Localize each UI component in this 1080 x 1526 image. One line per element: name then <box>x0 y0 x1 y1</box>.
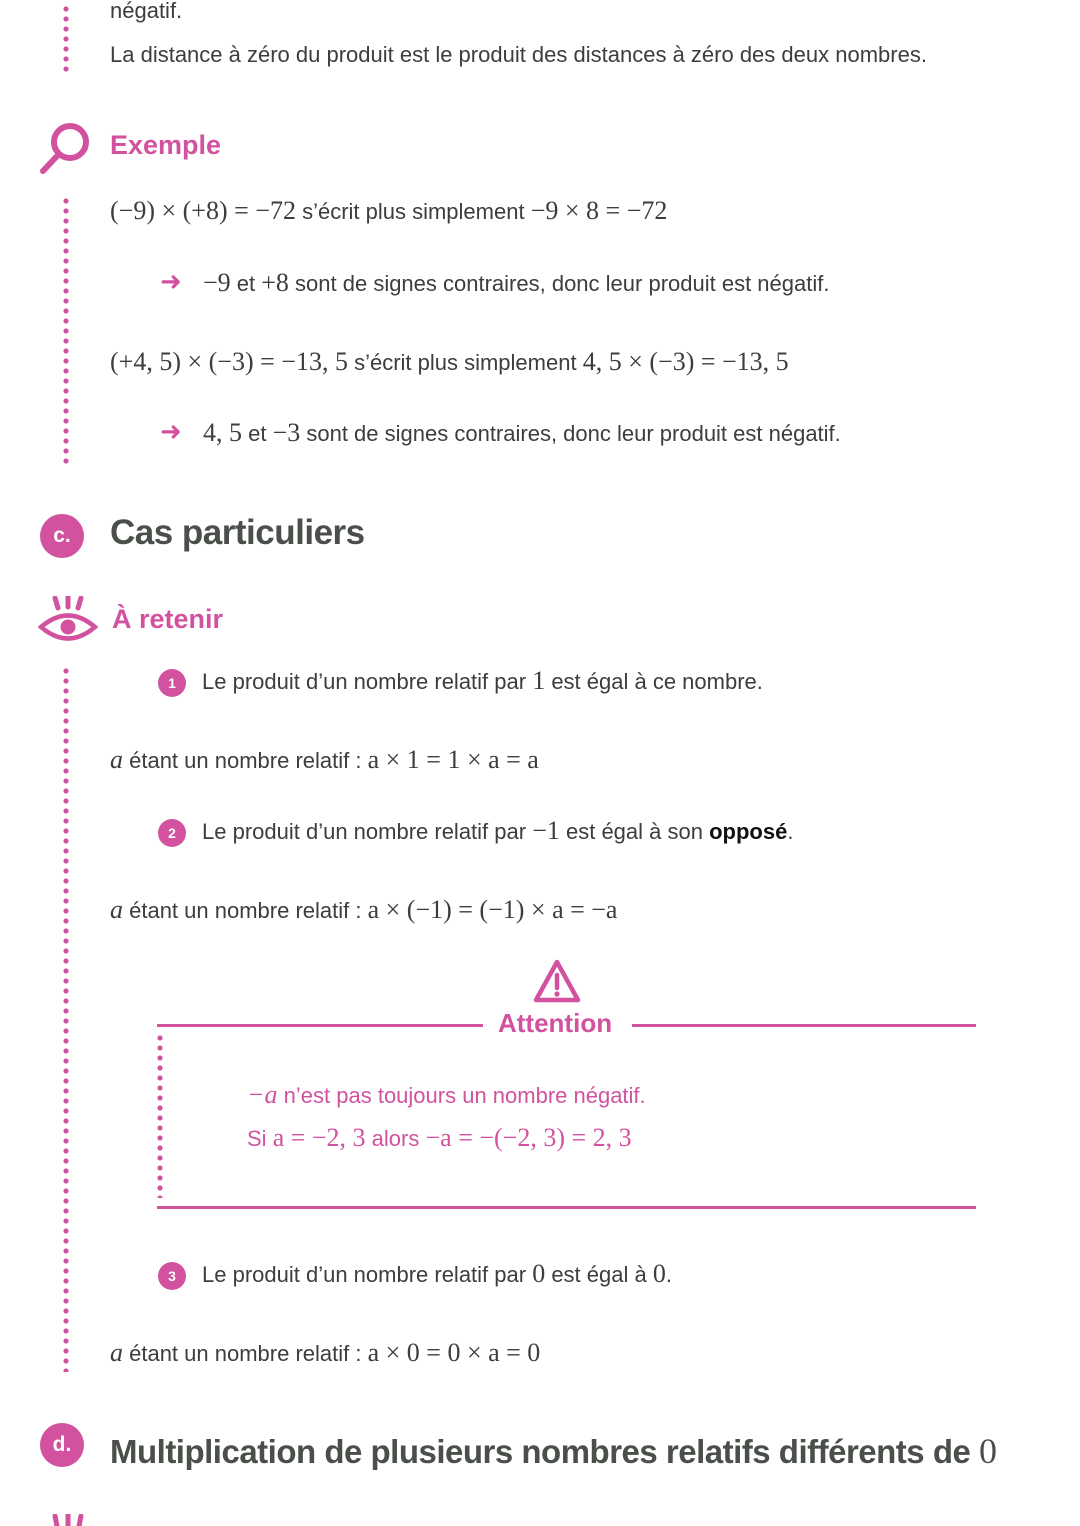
exemple-heading: Exemple <box>110 130 222 160</box>
section-title-d: Multiplication de plusieurs nombres relatifs différents de 0 <box>110 1431 997 1471</box>
attention-top-rule-left <box>157 1024 483 1027</box>
intro-line-2: La distance à zéro du produit est le produit des distances à zéro des deux nombres. <box>110 42 927 67</box>
eye-icon <box>38 596 98 648</box>
section-title-c: Cas particuliers <box>110 513 365 552</box>
margin-dots <box>63 666 69 1372</box>
rule-1: a étant un nombre relatif : a × 1 = 1 × a = a <box>110 745 539 774</box>
attention-line-1: −a n’est pas toujours un nombre négatif. <box>247 1080 646 1109</box>
margin-dots <box>63 196 69 464</box>
magnifier-icon <box>38 120 94 176</box>
example-1-note: −9 et +8 sont de signes contraires, donc leur produit est négatif. <box>203 268 830 297</box>
section-badge-d: d. <box>40 1423 84 1467</box>
item-number-3: 3 <box>158 1262 186 1290</box>
arrow-right-icon: ➜ <box>160 266 182 296</box>
margin-dots <box>63 4 69 72</box>
item-number-1: 1 <box>158 669 186 697</box>
rule-3: a étant un nombre relatif : a × 0 = 0 × a = 0 <box>110 1338 541 1367</box>
retenir-item-3: Le produit d’un nombre relatif par 0 est égal à 0. <box>202 1259 672 1288</box>
intro-line-1: négatif. <box>110 0 183 23</box>
example-2: (+4, 5) × (−3) = −13, 5 s’écrit plus simplement 4, 5 × (−3) = −13, 5 <box>110 347 789 376</box>
section-badge-c: c. <box>40 514 84 558</box>
eye-icon <box>48 1514 88 1526</box>
attention-bottom-rule <box>157 1206 976 1209</box>
example-2-note: 4, 5 et −3 sont de signes contraires, donc leur produit est négatif. <box>203 418 841 447</box>
attention-dots <box>157 1033 163 1198</box>
attention-line-2: Si a = −2, 3 alors −a = −(−2, 3) = 2, 3 <box>247 1123 632 1152</box>
rule-2: a étant un nombre relatif : a × (−1) = (−1) × a = −a <box>110 895 618 924</box>
warning-triangle-icon <box>532 958 582 1004</box>
retenir-heading: À retenir <box>112 604 224 634</box>
attention-title: Attention <box>498 1008 613 1038</box>
arrow-right-icon: ➜ <box>160 416 182 446</box>
attention-top-rule-right <box>632 1024 976 1027</box>
example-1: (−9) × (+8) = −72 s’écrit plus simplement −9 × 8 = −72 <box>110 196 668 225</box>
retenir-item-2: Le produit d’un nombre relatif par −1 est égal à son opposé. <box>202 816 794 845</box>
retenir-item-1: Le produit d’un nombre relatif par 1 est égal à ce nombre. <box>202 666 763 695</box>
item-number-2: 2 <box>158 819 186 847</box>
